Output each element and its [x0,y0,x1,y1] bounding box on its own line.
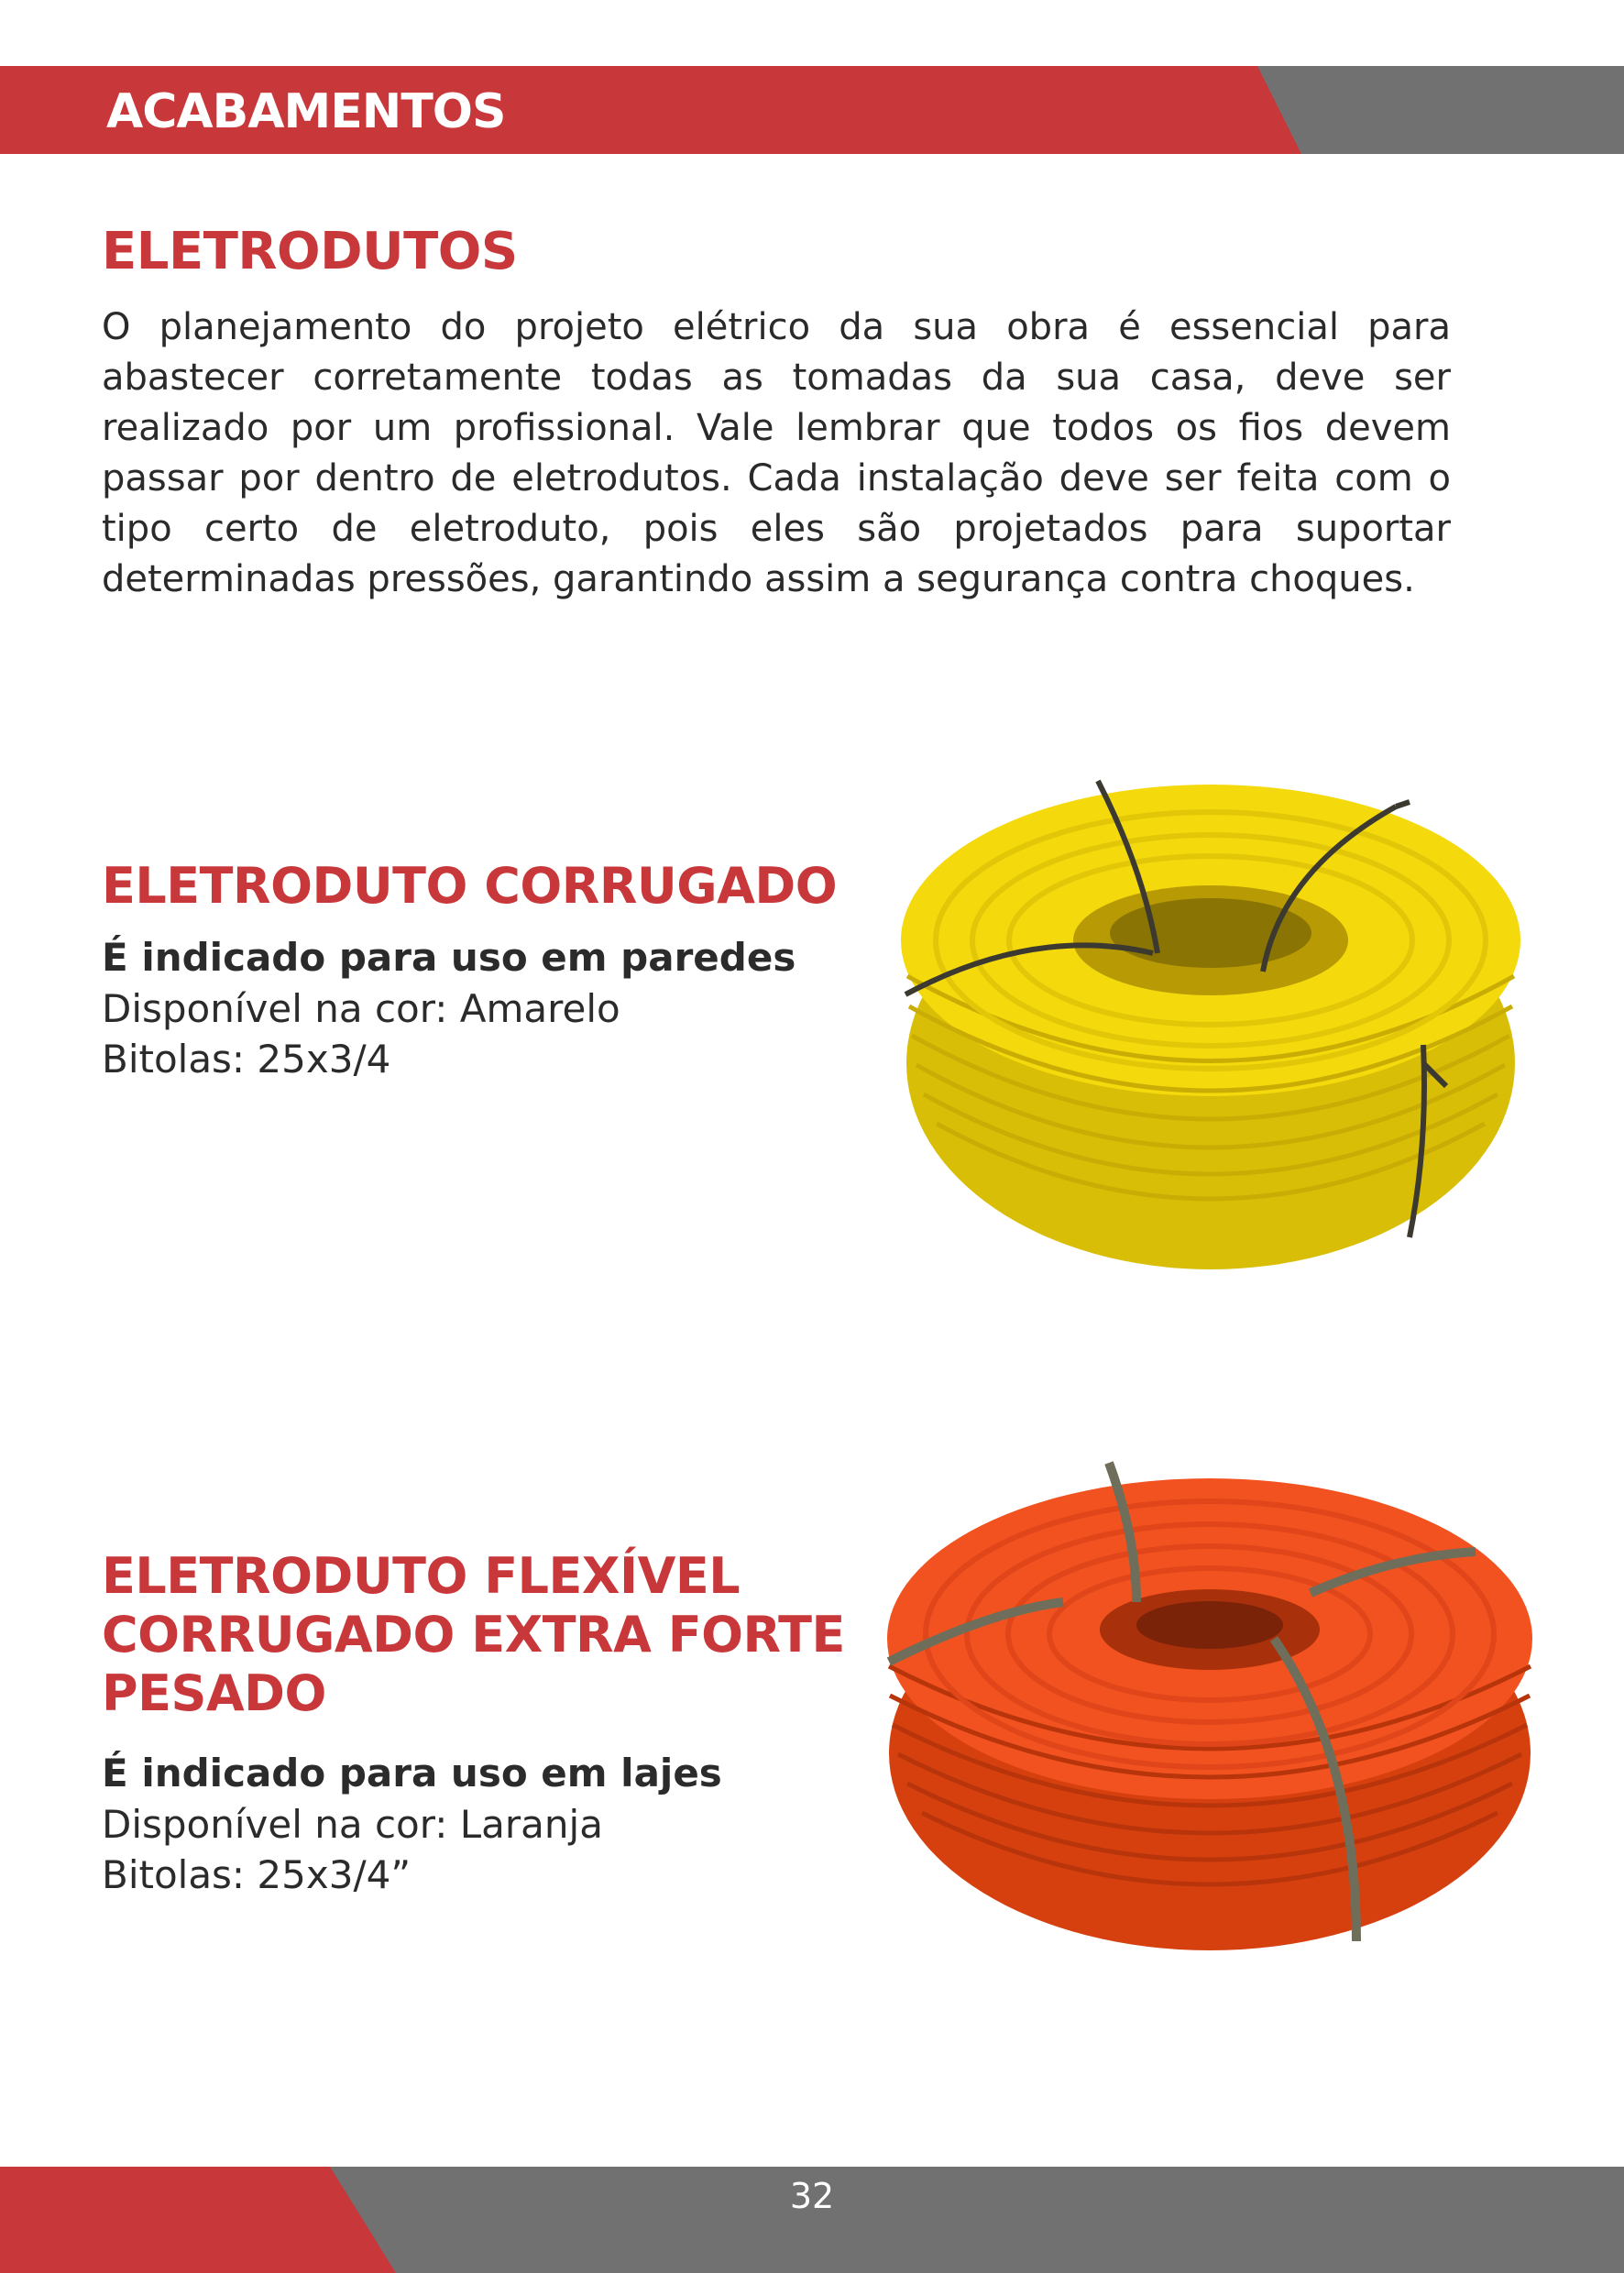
product-title: ELETRODUTO CORRUGADO [102,857,838,915]
product-title-line: ELETRODUTO FLEXÍVEL [102,1547,741,1605]
product-color: Disponível na cor: Amarelo [102,986,620,1031]
product-usage: É indicado para uso em paredes [102,935,796,980]
product-title-line: PESADO [102,1664,326,1722]
product-title [102,1547,845,1723]
product-usage: É indicado para uso em lajes [102,1751,722,1795]
orange-conduit-image [880,1455,1540,1972]
product-gauge: Bitolas: 25x3/4” [102,1852,411,1897]
header-title: ACABAMENTOS [106,84,506,139]
product-title-line: CORRUGADO EXTRA FORTE [102,1606,845,1664]
section-title: ELETRODUTOS [102,222,518,281]
product-gauge: Bitolas: 25x3/4 [102,1037,391,1082]
intro-paragraph: O planejamento do projeto elétrico da sua obra é essencial para abastecer corretamente todas as tomadas da sua casa, deve ser realizado por um profissional. Vale lembrar que todos os fios devem passar por dentro de eletrodutos. Cada instalação deve ser feita com o tipo certo de eletroduto, pois eles são projetados para suportar determinadas pressões, garantindo assim a segurança contra choques. [102,306,1451,600]
page-number: 32 [789,2176,835,2216]
yellow-conduit-image [896,761,1525,1287]
product-color: Disponível na cor: Laranja [102,1802,603,1847]
